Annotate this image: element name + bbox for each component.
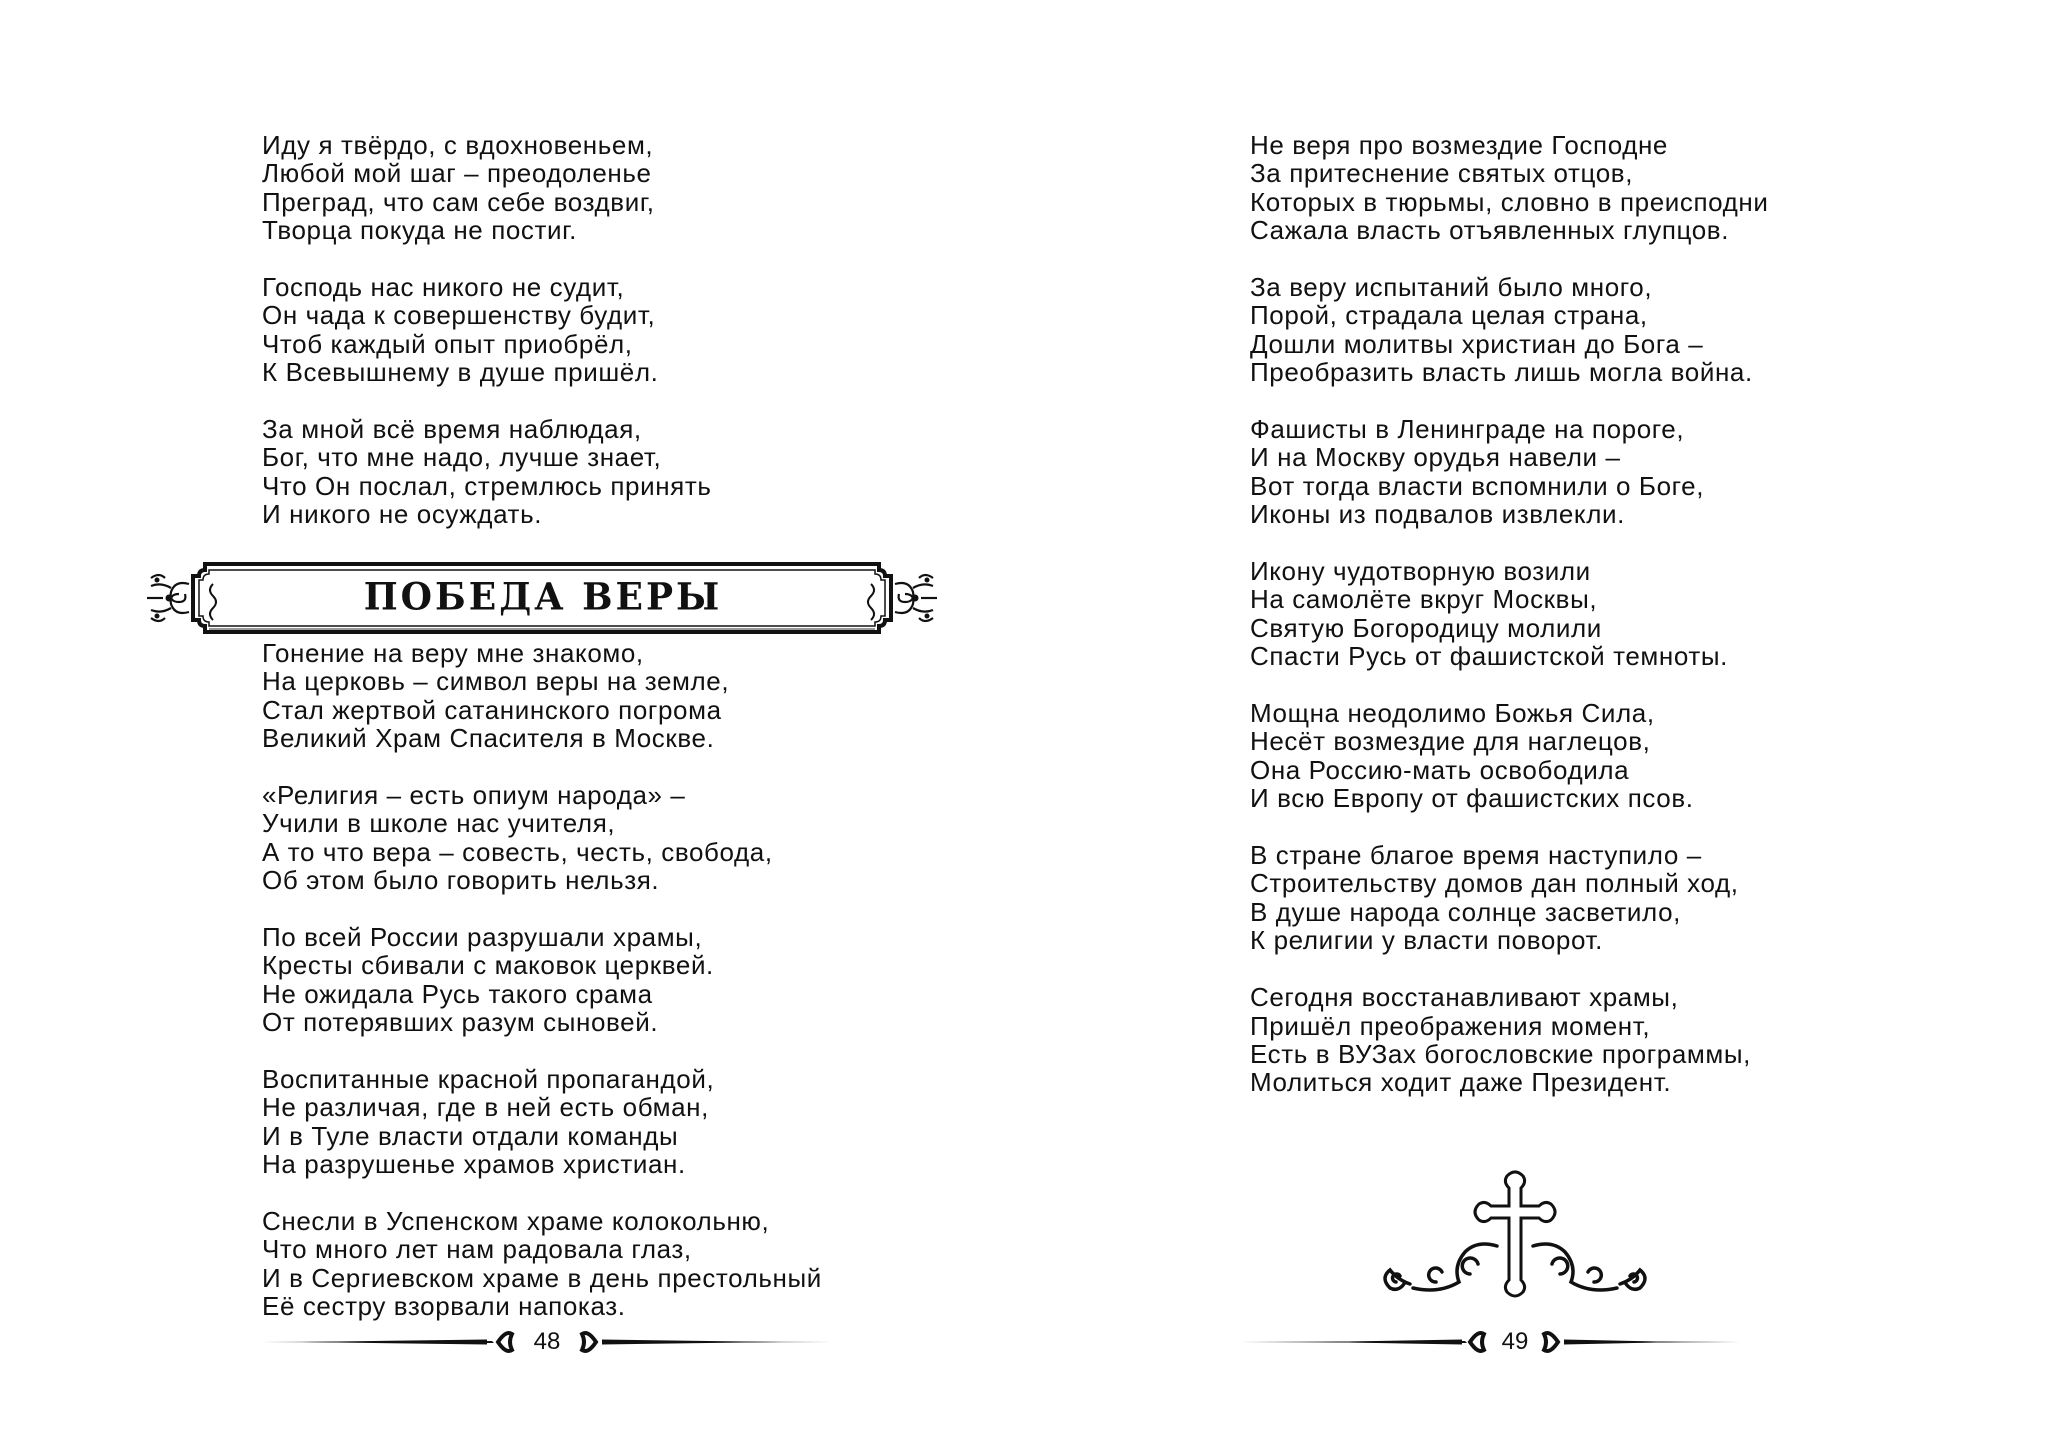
- verse-line: Об этом было говорить нельзя.: [262, 865, 660, 896]
- stanza: [262, 415, 712, 529]
- verse-line: Что много лет нам радовала глаз,: [262, 1234, 692, 1265]
- stanza: [1250, 983, 1769, 1097]
- poem-verses: [262, 639, 822, 1349]
- verse-line: Иду я твёрдо, с вдохновеньем,: [262, 130, 654, 160]
- stanza: [262, 1207, 822, 1321]
- verse-line: А то что вера – совесть, честь, свобода,: [262, 836, 773, 867]
- verse-line: Дошли молитвы христиан до Бога –: [1250, 328, 1704, 359]
- stanza: [262, 781, 822, 895]
- verse-line: Кресты сбивали с маковок церквей.: [262, 950, 714, 981]
- verse-line: За притеснение святых отцов,: [1250, 158, 1634, 189]
- page-footer: [262, 1327, 832, 1357]
- stanza: [262, 639, 822, 753]
- verse-line: Мощна неодолимо Божья Сила,: [1250, 698, 1655, 729]
- verse-line: И никого не осуждать.: [262, 499, 543, 530]
- verse-line: Творца покуда не постиг.: [262, 215, 577, 246]
- verse-line: Сегодня восстанавливают храмы,: [1250, 982, 1679, 1013]
- verse-line: Он чада к совершенству будит,: [262, 300, 656, 331]
- verse-line: Строительству домов дан полный ход,: [1250, 868, 1739, 899]
- verse-line: Господь нас никого не судит,: [262, 272, 625, 303]
- verse-line: На церковь – символ веры на земле,: [262, 666, 730, 697]
- verse-line: За веру испытаний было много,: [1250, 272, 1653, 303]
- verse-line: На разрушенье храмов христиан.: [262, 1149, 686, 1180]
- verse-line: Воспитанные красной пропагандой,: [262, 1064, 715, 1095]
- stanza: [1250, 131, 1769, 245]
- stanza: [1250, 415, 1769, 529]
- verse-line: И всю Европу от фашистских псов.: [1250, 783, 1694, 814]
- verse-line: «Религия – есть опиум народа» –: [262, 780, 686, 811]
- verse-line: Вот тогда власти вспомнили о Боге,: [1250, 470, 1705, 501]
- verse-line: Сажала власть отъявленных глупцов.: [1250, 215, 1730, 246]
- verse-line: Несёт возмездие для наглецов,: [1250, 726, 1651, 757]
- verse-line: Чтоб каждый опыт приобрёл,: [262, 328, 633, 359]
- verse-line: Не веря про возмездие Господне: [1250, 130, 1668, 160]
- verse-line: К религии у власти поворот.: [1250, 925, 1603, 956]
- verse-line: Иконы из подвалов извлекли.: [1250, 499, 1625, 530]
- stanza: [1250, 557, 1769, 671]
- poem-title: ПОБЕДА ВЕРЫ: [363, 574, 723, 620]
- verse-line: По всей России разрушали храмы,: [262, 922, 703, 953]
- verse-line: Порой, страдала целая страна,: [1250, 300, 1648, 331]
- stanza: [262, 923, 822, 1037]
- verse-line: Преобразить власть лишь могла война.: [1250, 357, 1753, 388]
- verse-line: В стране благое время наступило –: [1250, 840, 1702, 871]
- stanza: [1250, 273, 1769, 387]
- verse-line: На самолёте вкруг Москвы,: [1250, 584, 1598, 615]
- stanza: [1250, 841, 1769, 955]
- verse-line: За мной всё время наблюдая,: [262, 414, 642, 445]
- verse-line: Икону чудотворную возили: [1250, 556, 1591, 587]
- stanza: [262, 131, 712, 245]
- stanza: [262, 273, 712, 387]
- verse-line: Она Россию-мать освободила: [1250, 754, 1630, 785]
- verse-line: Бог, что мне надо, лучше знает,: [262, 442, 662, 473]
- verse-line: Спасти Русь от фашистской темноты.: [1250, 641, 1728, 672]
- verse-line: Снесли в Успенском храме колокольню,: [262, 1206, 770, 1237]
- verse-line: Любой мой шаг – преодоленье: [262, 158, 652, 189]
- verse-line: Гонение на веру мне знакомо,: [262, 638, 644, 668]
- verse-line: Не различая, где в ней есть обман,: [262, 1092, 709, 1123]
- right-page: [1029, 0, 2058, 1454]
- verse-line: И в Туле власти отдали команды: [262, 1120, 679, 1151]
- verse-line: Не ожидала Русь такого срама: [262, 978, 653, 1009]
- verse-line: От потерявших разум сыновей.: [262, 1007, 659, 1038]
- verse-line: Стал жертвой сатанинского погрома: [262, 694, 722, 725]
- page-number: 48: [533, 1328, 561, 1355]
- verse-line: Великий Храм Спасителя в Москве.: [262, 723, 715, 754]
- verse-line: Учили в школе нас учителя,: [262, 808, 616, 839]
- verse-line: Что Он послал, стремлюсь принять: [262, 470, 712, 501]
- stanza: [1250, 699, 1769, 813]
- verse-line: Преград, что сам себе воздвиг,: [262, 186, 655, 217]
- verse-line: К Всевышнему в душе пришёл.: [262, 357, 659, 388]
- cross-with-scrolls-icon: [1380, 1168, 1650, 1304]
- verse-line: Молиться ходит даже Президент.: [1250, 1067, 1672, 1098]
- verse-line: Есть в ВУЗах богословские программы,: [1250, 1038, 1751, 1069]
- verse-line: В душе народа солнце засветило,: [1250, 896, 1681, 927]
- verse-line: Пришёл преображения момент,: [1250, 1010, 1651, 1041]
- verse-line: И в Сергиевском храме в день престольный: [262, 1262, 822, 1293]
- verse-line: Фашисты в Ленинграде на пороге,: [1250, 414, 1685, 445]
- poem-verses-continued: [1250, 131, 1769, 1125]
- page-footer: [1240, 1327, 1740, 1357]
- intro-verses: [262, 131, 712, 557]
- verse-line: Которых в тюрьмы, словно в преисподни: [1250, 186, 1769, 217]
- verse-line: Святую Богородицу молили: [1250, 612, 1602, 643]
- poem-title-banner: [143, 562, 943, 634]
- verse-line: И на Москву орудья навели –: [1250, 442, 1621, 473]
- page-number: 49: [1501, 1328, 1529, 1355]
- stanza: [262, 1065, 822, 1179]
- verse-line: Её сестру взорвали напоказ.: [262, 1291, 626, 1322]
